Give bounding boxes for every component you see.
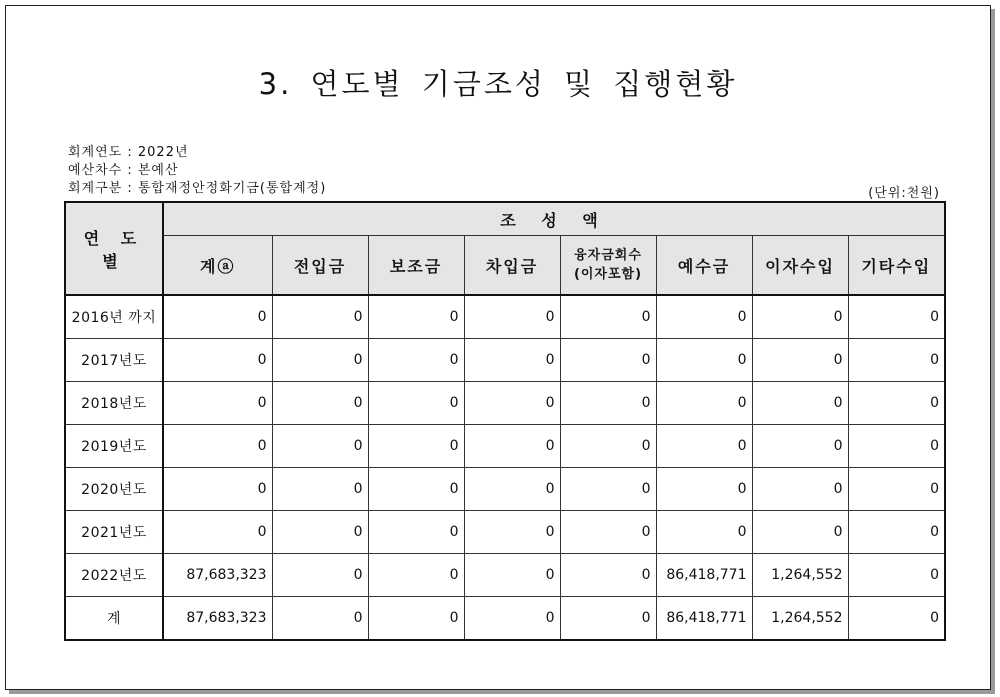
unit-label: (단위:천원) — [868, 186, 940, 201]
cell: 86,418,771 — [656, 554, 752, 597]
cell: 87,683,323 — [163, 554, 272, 597]
cell: 0 — [848, 468, 945, 511]
cell: 0 — [848, 554, 945, 597]
cell: 0 — [272, 382, 368, 425]
cell: 0 — [163, 425, 272, 468]
cell: 0 — [848, 339, 945, 382]
cell: 0 — [368, 295, 464, 339]
cell: 0 — [163, 382, 272, 425]
cell: 0 — [368, 554, 464, 597]
cell: 0 — [560, 554, 656, 597]
cell: 0 — [560, 425, 656, 468]
cell: 0 — [752, 511, 848, 554]
cell: 0 — [464, 597, 560, 641]
table-row-total — [65, 597, 945, 641]
cell: 0 — [163, 511, 272, 554]
cell: 0 — [368, 339, 464, 382]
page-title: 3. 연도별 기금조성 및 집행현황 — [258, 67, 738, 101]
table-row — [65, 554, 945, 597]
cell: 0 — [272, 295, 368, 339]
col-header-total: 계ⓐ — [163, 236, 272, 296]
cell: 0 — [560, 295, 656, 339]
row-year: 2022년도 — [65, 554, 163, 597]
cell: 0 — [464, 468, 560, 511]
cell: 0 — [656, 468, 752, 511]
cell: 0 — [272, 468, 368, 511]
cell: 87,683,323 — [163, 597, 272, 641]
row-year: 2020년도 — [65, 468, 163, 511]
table-row — [65, 511, 945, 554]
cell: 0 — [272, 597, 368, 641]
cell: 0 — [848, 597, 945, 641]
col-header-borrowing: 차입금 — [464, 236, 560, 296]
cell: 86,418,771 — [656, 597, 752, 641]
cell: 0 — [368, 382, 464, 425]
col-header-subsidy: 보조금 — [368, 236, 464, 296]
cell: 0 — [464, 339, 560, 382]
cell: 0 — [464, 382, 560, 425]
cell: 0 — [464, 295, 560, 339]
cell: 0 — [656, 295, 752, 339]
account-type-label: 회계구분 : 통합재정안정화기금(통합계정) — [68, 181, 327, 196]
budget-round-label: 예산차수 : 본예산 — [68, 163, 179, 178]
year-column-header: 연 도 별 — [65, 202, 163, 295]
col-header-loan-recovery — [560, 236, 656, 296]
document-page — [5, 5, 991, 690]
table-row — [65, 339, 945, 382]
table-row — [65, 425, 945, 468]
row-year: 2019년도 — [65, 425, 163, 468]
cell: 0 — [848, 511, 945, 554]
cell: 0 — [752, 382, 848, 425]
row-year: 계 — [65, 597, 163, 641]
table-row — [65, 468, 945, 511]
row-year: 2016년 까지 — [65, 295, 163, 339]
cell: 0 — [848, 425, 945, 468]
cell: 0 — [752, 468, 848, 511]
cell: 0 — [848, 382, 945, 425]
cell: 0 — [163, 295, 272, 339]
table-row — [65, 382, 945, 425]
cell: 0 — [368, 597, 464, 641]
loan-recovery-label: 융자금회수 — [574, 248, 642, 263]
col-header-other: 기타수입 — [848, 236, 945, 296]
col-header-transfer: 전입금 — [272, 236, 368, 296]
cell: 0 — [656, 425, 752, 468]
row-year: 2018년도 — [65, 382, 163, 425]
fund-table — [64, 201, 946, 641]
cell: 0 — [163, 468, 272, 511]
cell: 0 — [656, 339, 752, 382]
cell: 0 — [464, 511, 560, 554]
cell: 0 — [656, 511, 752, 554]
cell: 0 — [560, 468, 656, 511]
cell: 0 — [272, 511, 368, 554]
cell: 0 — [752, 425, 848, 468]
cell: 0 — [368, 468, 464, 511]
loan-recovery-sub: (이자포함) — [573, 267, 643, 282]
col-header-interest: 이자수입 — [752, 236, 848, 296]
row-year: 2021년도 — [65, 511, 163, 554]
cell: 0 — [272, 425, 368, 468]
fiscal-year-label: 회계연도 : 2022년 — [68, 145, 189, 160]
cell: 0 — [656, 382, 752, 425]
cell: 0 — [368, 425, 464, 468]
table-row — [65, 295, 945, 339]
cell: 0 — [272, 339, 368, 382]
cell: 0 — [752, 339, 848, 382]
cell: 0 — [464, 425, 560, 468]
cell: 0 — [752, 295, 848, 339]
cell: 0 — [272, 554, 368, 597]
cell: 1,264,552 — [752, 597, 848, 641]
cell: 1,264,552 — [752, 554, 848, 597]
cell: 0 — [560, 597, 656, 641]
cell: 0 — [560, 339, 656, 382]
cell: 0 — [368, 511, 464, 554]
row-year: 2017년도 — [65, 339, 163, 382]
cell: 0 — [163, 339, 272, 382]
cell: 0 — [560, 511, 656, 554]
funding-group-header: 조 성 액 — [163, 202, 945, 236]
cell: 0 — [464, 554, 560, 597]
col-header-deposits: 예수금 — [656, 236, 752, 296]
cell: 0 — [560, 382, 656, 425]
cell: 0 — [848, 295, 945, 339]
